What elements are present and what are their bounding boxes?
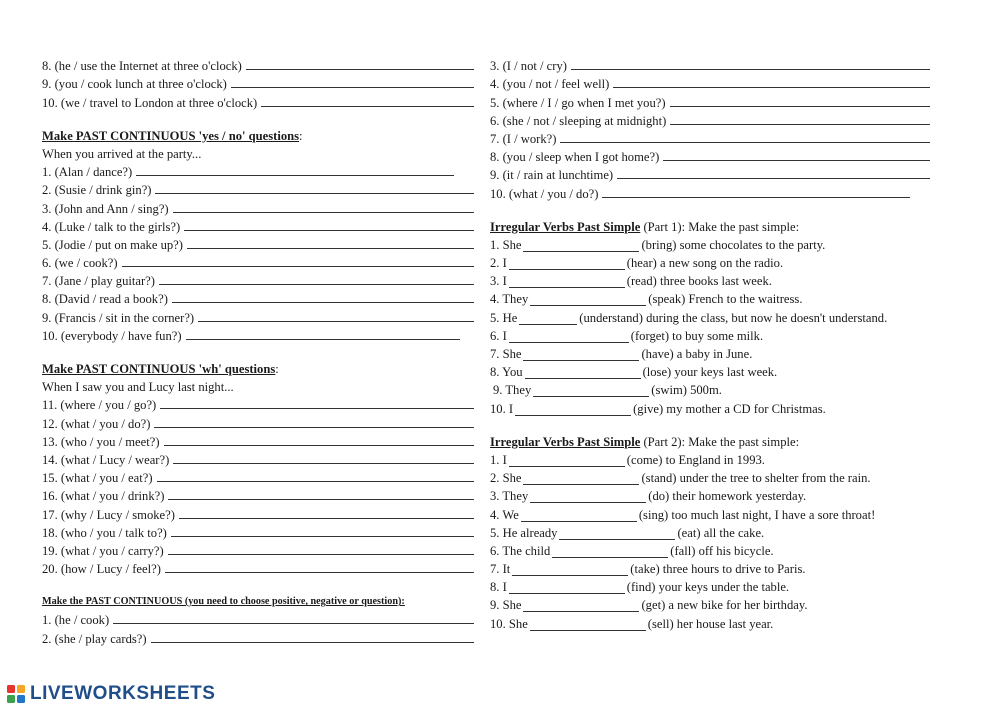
exercise-line <box>490 128 930 146</box>
answer-blank[interactable] <box>179 518 474 519</box>
question-prompt: 12. (what / you / do?) <box>42 416 151 431</box>
sentence-start: 4. We <box>490 507 519 522</box>
heading-text: Make the PAST CONTINUOUS (you need to choose positive, negative or question): <box>42 596 405 608</box>
exercise-line <box>42 394 474 412</box>
sentence-end: (understand) during the class, but now he doesn't understand. <box>579 310 888 325</box>
sentence-end: (find) your keys under the table. <box>626 580 790 595</box>
question-prompt: 8. (he / use the Internet at three o'clock) <box>42 59 242 74</box>
sentence-start: 7. She <box>490 347 522 361</box>
question-prompt: 10. (we / travel to London at three o'clock) <box>42 95 258 110</box>
answer-blank[interactable] <box>530 294 646 306</box>
section-heading-irregular-part1 <box>490 216 930 234</box>
question-prompt: 10. (everybody / have fun?) <box>42 328 182 343</box>
section-intro <box>42 376 474 394</box>
heading-rest: (Part 2): Make the past simple: <box>640 434 800 449</box>
question-prompt: 7. (Jane / play guitar?) <box>42 274 155 289</box>
exercise-line <box>42 485 474 503</box>
question-prompt: 14. (what / Lucy / wear?) <box>42 452 170 467</box>
sentence-end: (speak) French to the waitress. <box>648 292 803 307</box>
exercise-line <box>42 270 474 288</box>
answer-blank[interactable] <box>509 455 625 467</box>
exercise-line <box>490 306 930 324</box>
exercise-line <box>490 288 930 306</box>
answer-blank[interactable] <box>521 510 637 522</box>
section-heading-yes-no <box>42 125 474 143</box>
question-prompt: 3. (I / not / cry) <box>490 59 567 74</box>
answer-blank[interactable] <box>187 248 474 249</box>
sentence-end: (have) a baby in June. <box>641 347 753 361</box>
answer-blank[interactable] <box>560 142 930 143</box>
answer-blank[interactable] <box>571 69 930 70</box>
heading-text: Make PAST CONTINUOUS 'yes / no' questions <box>42 128 300 143</box>
answer-blank[interactable] <box>523 349 639 361</box>
exercise-line <box>42 91 474 109</box>
section-heading-wh <box>42 358 474 376</box>
question-prompt: 8. (you / sleep when I got home?) <box>490 150 660 165</box>
question-prompt: 2. (she / play cards?) <box>42 631 147 646</box>
sentence-start: 10. She <box>490 616 528 631</box>
exercise-line <box>490 540 930 558</box>
exercise-line <box>42 503 474 521</box>
exercise-line <box>42 558 474 576</box>
sentence-start: 3. I <box>490 274 507 289</box>
intro-text: When I saw you and Lucy last night... <box>42 380 234 395</box>
question-prompt: 6. (she / not / sleeping at midnight) <box>490 113 667 128</box>
answer-blank[interactable] <box>509 582 625 594</box>
heading-colon: : <box>299 128 303 143</box>
answer-blank[interactable] <box>523 600 639 612</box>
answer-blank[interactable] <box>172 302 474 303</box>
answer-blank[interactable] <box>559 528 675 540</box>
sentence-end: (sell) her house last year. <box>647 616 774 631</box>
exercise-line <box>490 467 930 485</box>
answer-blank[interactable] <box>261 106 474 107</box>
sentence-start: 5. He <box>490 310 518 325</box>
exercise-line <box>42 179 474 197</box>
exercise-line <box>42 252 474 270</box>
sentence-start: 2. I <box>490 256 507 271</box>
answer-blank[interactable] <box>231 87 474 88</box>
answer-blank[interactable] <box>113 623 474 624</box>
question-prompt: 8. (David / read a book?) <box>42 292 168 307</box>
answer-blank[interactable] <box>523 240 639 252</box>
exercise-line <box>490 234 930 252</box>
exercise-line <box>490 55 930 73</box>
sentence-start: 8. I <box>490 580 507 595</box>
exercise-line <box>490 146 930 164</box>
answer-blank[interactable] <box>154 427 474 428</box>
section-heading-irregular-part2 <box>490 431 930 449</box>
liveworksheets-logo <box>6 683 215 705</box>
answer-blank[interactable] <box>515 404 631 416</box>
exercise-line <box>42 627 474 645</box>
answer-blank[interactable] <box>168 554 474 555</box>
answer-blank[interactable] <box>184 230 474 231</box>
exercise-line <box>490 397 930 415</box>
sentence-end: (swim) 500m. <box>651 383 722 398</box>
intro-text: When you arrived at the party... <box>42 146 202 161</box>
answer-blank[interactable] <box>160 408 474 409</box>
question-prompt: 9. (it / rain at lunchtime) <box>490 168 614 183</box>
answer-blank[interactable] <box>165 572 474 573</box>
exercise-line <box>42 161 474 179</box>
exercise-line <box>490 522 930 540</box>
sentence-end: (take) three hours to drive to Paris. <box>630 562 806 577</box>
exercise-line <box>42 412 474 430</box>
sentence-start: 9. They <box>493 383 532 398</box>
answer-blank[interactable] <box>533 385 649 397</box>
sentence-end: (get) a new bike for her birthday. <box>641 598 808 613</box>
sentence-start: 9. She <box>490 598 522 613</box>
exercise-line <box>42 234 474 252</box>
question-prompt: 19. (what / you / carry?) <box>42 543 164 558</box>
sentence-end: (fall) off his bicycle. <box>670 543 774 558</box>
answer-blank[interactable] <box>173 463 474 464</box>
sentence-start: 4. They <box>490 292 529 307</box>
question-prompt: 15. (what / you / eat?) <box>42 471 153 486</box>
exercise-line <box>42 216 474 234</box>
right-column <box>490 55 930 631</box>
section-heading-mixed <box>42 591 474 609</box>
answer-blank[interactable] <box>519 313 577 325</box>
sentence-end: (lose) your keys last week. <box>642 365 778 380</box>
exercise-line <box>42 288 474 306</box>
heading-colon: : <box>275 362 279 376</box>
heading-text: Irregular Verbs Past Simple <box>490 434 641 449</box>
answer-blank[interactable] <box>512 564 628 576</box>
question-prompt: 9. (you / cook lunch at three o'clock) <box>42 77 227 92</box>
exercise-line <box>490 503 930 521</box>
question-prompt: 7. (I / work?) <box>490 131 557 146</box>
answer-blank[interactable] <box>198 321 474 322</box>
question-prompt: 1. (he / cook) <box>42 613 110 628</box>
exercise-line <box>490 164 930 182</box>
answer-blank[interactable] <box>168 499 474 500</box>
answer-blank[interactable] <box>164 445 474 446</box>
exercise-line <box>42 55 474 73</box>
answer-blank[interactable] <box>509 331 629 343</box>
answer-blank[interactable] <box>617 178 930 179</box>
question-prompt: 2. (Susie / drink gin?) <box>42 183 152 198</box>
sentence-end: (read) three books last week. <box>626 274 772 289</box>
sentence-start: 1. I <box>490 452 507 467</box>
heading-text: Irregular Verbs Past Simple <box>490 219 641 234</box>
question-prompt: 4. (Luke / talk to the girls?) <box>42 219 181 234</box>
exercise-line <box>490 361 930 379</box>
answer-blank[interactable] <box>530 491 646 503</box>
exercise-line <box>42 73 474 91</box>
answer-blank[interactable] <box>525 367 641 379</box>
question-prompt: 3. (John and Ann / sing?) <box>42 201 169 216</box>
sentence-end: (forget) to buy some milk. <box>630 328 764 343</box>
sentence-start: 3. They <box>490 489 529 504</box>
exercise-line <box>42 540 474 558</box>
sentence-end: (do) their homework yesterday. <box>648 489 807 504</box>
question-prompt: 13. (who / you / meet?) <box>42 434 160 449</box>
sentence-end: (hear) a new song on the radio. <box>626 256 784 271</box>
answer-blank[interactable] <box>151 642 474 643</box>
sentence-end: (eat) all the cake. <box>677 525 765 540</box>
sentence-start: 5. He already <box>490 525 558 540</box>
section-intro <box>42 143 474 161</box>
brand-name: LIVEWORKSHEETS <box>30 683 216 704</box>
answer-blank[interactable] <box>136 175 454 176</box>
exercise-line <box>42 522 474 540</box>
exercise-line <box>490 325 930 343</box>
exercise-line <box>490 110 930 128</box>
exercise-line <box>42 306 474 324</box>
exercise-line <box>490 270 930 288</box>
sentence-start: 6. The child <box>490 543 551 558</box>
answer-blank[interactable] <box>552 546 668 558</box>
answer-blank[interactable] <box>122 266 474 267</box>
exercise-line <box>490 252 930 270</box>
answer-blank[interactable] <box>530 619 646 631</box>
liveworksheets-logo-icon <box>6 684 26 704</box>
answer-blank[interactable] <box>602 197 910 198</box>
exercise-line <box>490 182 930 200</box>
answer-blank[interactable] <box>509 276 625 288</box>
exercise-line <box>42 325 474 343</box>
answer-blank[interactable] <box>186 339 460 340</box>
question-prompt: 17. (why / Lucy / smoke?) <box>42 507 175 522</box>
question-prompt: 16. (what / you / drink?) <box>42 489 165 504</box>
answer-blank[interactable] <box>670 106 930 107</box>
sentence-end: (come) to England in 1993. <box>626 452 765 467</box>
question-prompt: 20. (how / Lucy / feel?) <box>42 562 161 577</box>
heading-rest: (Part 1): Make the past simple: <box>640 219 800 234</box>
answer-blank[interactable] <box>171 536 474 537</box>
exercise-line <box>42 197 474 215</box>
exercise-line <box>490 612 930 630</box>
question-prompt: 11. (where / you / go?) <box>42 398 157 413</box>
exercise-line <box>490 485 930 503</box>
exercise-line <box>490 558 930 576</box>
sentence-end: (stand) under the tree to shelter from the rain. <box>641 471 871 486</box>
exercise-line <box>490 379 930 397</box>
question-prompt: 5. (Jodie / put on make up?) <box>42 237 183 252</box>
question-prompt: 6. (we / cook?) <box>42 256 118 271</box>
exercise-line <box>42 467 474 485</box>
answer-blank[interactable] <box>246 69 474 70</box>
sentence-start: 6. I <box>490 328 507 343</box>
exercise-line <box>42 609 474 627</box>
exercise-line <box>490 576 930 594</box>
answer-blank[interactable] <box>159 284 474 285</box>
sentence-start: 10. I <box>490 401 514 416</box>
exercise-line <box>42 431 474 449</box>
sentence-end: (give) my mother a CD for Christmas. <box>633 401 826 416</box>
question-prompt: 5. (where / I / go when I met you?) <box>490 95 666 110</box>
heading-text: Make PAST CONTINUOUS 'wh' questions <box>42 362 276 376</box>
question-prompt: 10. (what / you / do?) <box>490 186 599 201</box>
sentence-start: 2. She <box>490 471 522 486</box>
question-prompt: 9. (Francis / sit in the corner?) <box>42 310 195 325</box>
exercise-line <box>490 91 930 109</box>
answer-blank[interactable] <box>670 124 930 125</box>
exercise-line <box>490 449 930 467</box>
answer-blank[interactable] <box>173 212 474 213</box>
exercise-line <box>490 594 930 612</box>
exercise-line <box>42 449 474 467</box>
question-prompt: 18. (who / you / talk to?) <box>42 525 167 540</box>
sentence-end: (bring) some chocolates to the party. <box>641 237 826 252</box>
answer-blank[interactable] <box>155 193 474 194</box>
answer-blank[interactable] <box>523 473 639 485</box>
answer-blank[interactable] <box>509 258 625 270</box>
sentence-start: 7. It <box>490 562 511 577</box>
question-prompt: 4. (you / not / feel well) <box>490 77 610 92</box>
sentence-start: 8. You <box>490 365 523 380</box>
exercise-line <box>490 343 930 361</box>
exercise-line <box>490 73 930 91</box>
question-prompt: 1. (Alan / dance?) <box>42 165 133 180</box>
answer-blank[interactable] <box>157 481 474 482</box>
answer-blank[interactable] <box>663 160 930 161</box>
left-column <box>42 55 474 646</box>
answer-blank[interactable] <box>613 87 930 88</box>
sentence-end: (sing) too much last night, I have a sore throat! <box>638 507 876 522</box>
sentence-start: 1. She <box>490 237 522 252</box>
